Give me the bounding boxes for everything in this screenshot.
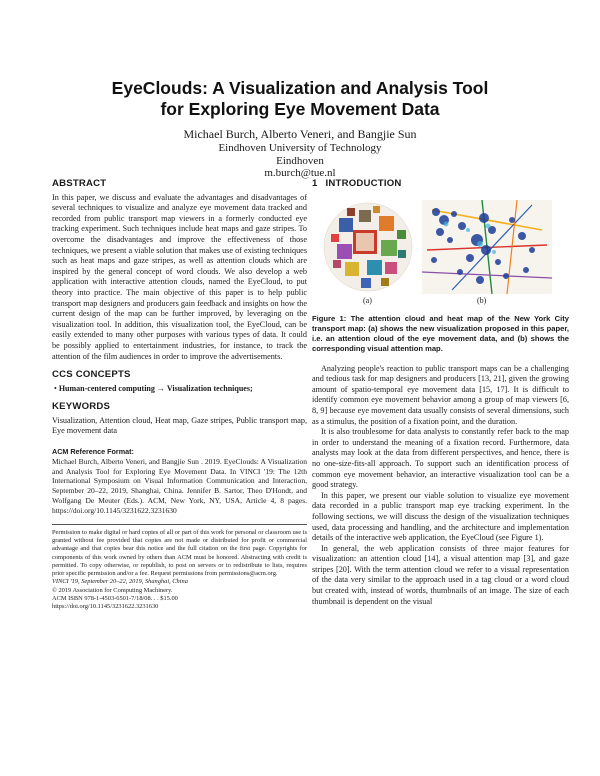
author-block	[0, 127, 600, 180]
keywords-section	[52, 402, 307, 437]
figure-1-caption: Figure 1: The attention cloud and heat map of the New York City transport map: (a) shows the new visualization proposed in this paper, i.e. an attention cloud of the eye movement data, and (b) shows the corresponding visual attention map.	[312, 313, 569, 353]
right-column	[312, 179, 569, 607]
ccs-heading: CCS CONCEPTS	[52, 369, 131, 381]
ccs-arrow: →	[156, 383, 165, 393]
intro-heading	[312, 179, 569, 190]
author-city: Eindhoven	[276, 154, 324, 167]
ccs-item-bold: Human-centered computing	[58, 383, 155, 393]
permission-block	[52, 529, 307, 612]
permission-text: Permission to make digital or hard copies of all or part of this work for personal or classroom use is granted without fee provided that copies are not made or distributed for profit or commercial advantage and that copies bear this notice and the full citation on the first page. Copyrights for components of this work owned by others than ACM must be honored. Abstracting with credit is permitted. To copy otherwise, or republish, to post on servers or to redistribute to lists, requires prior specific permission and/or a fee. Request permissions from permissions@acm.org.	[52, 528, 307, 578]
intro-paragraph-3: In this paper, we present our viable solution to visualize eye movement data recorded in a public transport map eye tracking experiment. In the following sections, we will discuss the design of the visualization techniques used, data processing and handling, and the architecture and implementation details of the interactive web application, the EyeCloud (see Figure 1).	[312, 490, 569, 543]
attention-cloud-image	[323, 200, 413, 294]
figure-label-b: (b)	[477, 295, 487, 305]
permission-copyright: © 2019 Association for Computing Machinery.	[52, 586, 173, 594]
permission-doi: https://doi.org/10.1145/3231622.3231630	[52, 603, 159, 611]
bullet: •	[54, 383, 59, 393]
intro-section-number: 1	[312, 178, 318, 189]
visual-attention-map-image	[422, 200, 552, 294]
intro-paragraph-2: It is also troublesome for data analysts to constantly refer back to the map in order to understand the meaning of a fixation record. Furthermore, data analysts may look at the data from different perspectives, and hence, there is no one-size-fits-all approach. To support such an identification process of common eye movement behavior, an interactive visualization tool can be a good strategy.	[312, 427, 569, 490]
left-column	[52, 179, 307, 612]
acm-reference-text: Michael Burch, Alberto Veneri, and Bangjie Sun . 2019. EyeClouds: A Visualization and Analysis Tool for Exploring Eye Movement Data. In VINCI '19: The 12th International Symposium on Visual Information Communication and Interaction, September 20–22, 2019, Shanghai, China. Jennifer B. Sartor, Theo D'Hondt, and Wolfgang De Meuter (Eds.). ACM, New York, NY, USA, Article 4, 8 pages. https://doi.org/10.1145/3231622.3231630	[52, 456, 307, 515]
author-names: Michael Burch, Alberto Veneri, and Bangjie Sun	[183, 127, 417, 141]
ccs-item	[54, 384, 307, 395]
ccs-item-rest: Visualization techniques;	[166, 383, 253, 393]
abstract-text: In this paper, we discuss and evaluate the advantages and disadvantages of several techniques to visualize and analyze eye movement data tracked and recorded from public transport map viewers in a formerly conducted eye tracking experiment. Such techniques include heat maps and gaze stripes. To overcome the disadvantages and improve the effectiveness of those techniques, we present a viable solution that makes use of existing techniques such as heat maps and gaze stripes, as well as attention clouds which are inspired by the general concept of word clouds. We also develop a web application with interactive attention clouds, named the EyeCloud, to put theory into practice. The main objective of this paper is to help public transport map designers and producers gain feedback and insights on how the current design of the map can be further improved, by leveraging on the visualization tool. In addition, this visualization tool, the EyeCloud, can be easily extended to many other purposes with various types of data. It could be possibly applied to entertainment industries, for instance, to track the attention of the film audiences in order to improve the advertisements.	[52, 192, 307, 361]
title-line-1: EyeClouds: A Visualization and Analysis Tool	[111, 78, 489, 98]
figure-label-a: (a)	[363, 295, 372, 305]
intro-paragraph-4: In general, the web application consists of three major features for visualization: an attention cloud [14], a visual attention map [3], and gaze stripes [20]. With the term attention cloud we refer to a visual representation of the data very similar to the approach used in a tag cloud or a word cloud but created with, instead of words, thumbnails of an image. The size of each thumbnail is dependent on the visual	[312, 543, 569, 606]
ccs-section	[52, 370, 307, 394]
abstract-heading: ABSTRACT	[52, 178, 107, 189]
figure-1	[312, 200, 569, 304]
author-email: m.burch@tue.nl	[264, 167, 336, 179]
paper-title	[0, 78, 600, 120]
permission-isbn: ACM ISBN 978-1-4503-6501-7/18/08. . . $15.00	[52, 595, 178, 603]
acm-reference-heading: ACM Reference Format:	[52, 447, 134, 457]
keywords-heading: KEYWORDS	[52, 401, 111, 413]
intro-section-title: INTRODUCTION	[325, 178, 402, 189]
intro-paragraph-1: Analyzing people's reaction to public transport maps can be a challenging and tedious task for map designers and producers [13, 21], given the growing amount of spatio-temporal eye movement data [15, 17]. It is difficult to identify common eye movement behavior among a group of map viewers [6, 8, 9] because eye movement data usually consists of several dimensions, such as a stimulus, the position of a fixation point, and the duration.	[312, 363, 569, 426]
author-affiliation: Eindhoven University of Technology	[218, 142, 382, 154]
title-line-2: for Exploring Eye Movement Data	[160, 99, 440, 119]
acm-reference-format	[52, 447, 307, 516]
keywords-text: Visualization, Attention cloud, Heat map, Gaze stripes, Public transport map, Eye movement data	[52, 415, 307, 436]
footnote-rule	[52, 524, 307, 525]
permission-venue: VINCI '19, September 20–22, 2019, Shanghai, China	[52, 578, 188, 586]
